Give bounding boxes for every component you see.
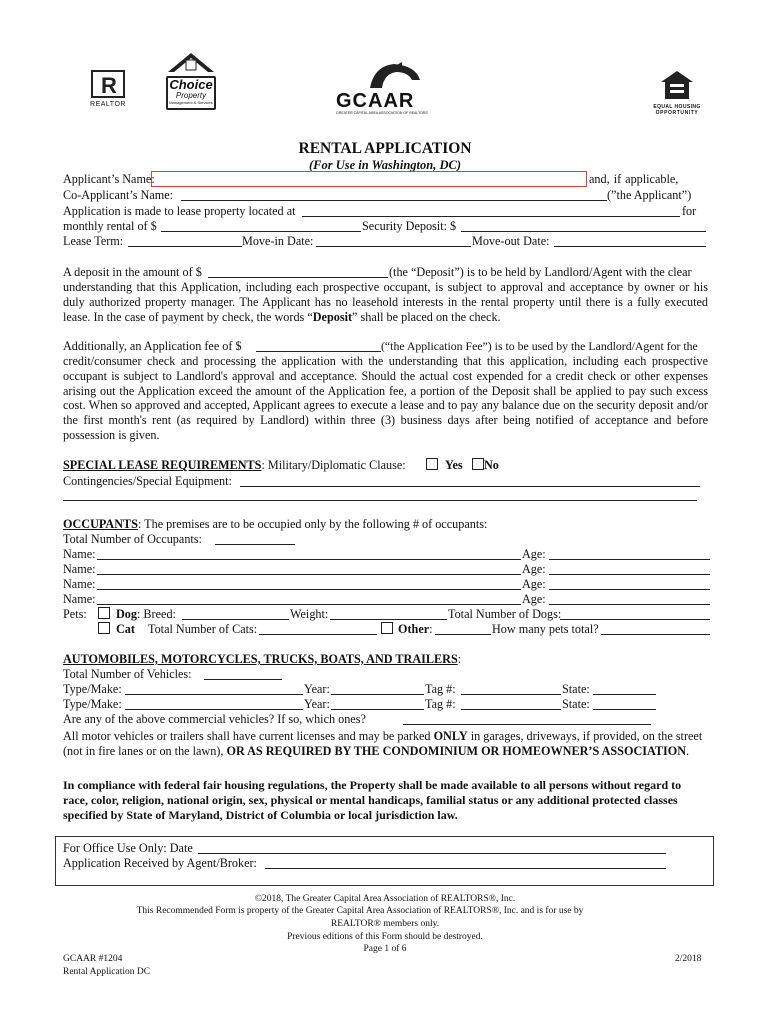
vehicle-state-label-2: State: [562,697,590,711]
contingencies-label: Contingencies/Special Equipment: [63,474,232,488]
office-date-field[interactable] [198,843,666,854]
application-fee-field[interactable] [256,341,381,352]
realtor-logo: R REALTOR [86,70,130,108]
occupant-name-field-1[interactable] [97,549,521,560]
how-many-pets-label: How many pets total? [492,622,599,636]
parking-text-a: All motor vehicles or trailers shall have current licenses and may be parked [63,729,434,743]
application-fee-label: Additionally, an Application fee of $ [63,339,242,353]
choice-property-logo [166,52,216,110]
footer-copyright: ©2018, The Greater Capital Area Association of REALTORS®, Inc. [254,894,516,904]
cat-checkbox[interactable] [98,622,110,634]
applicable-text: and, if applicable, [589,172,679,186]
parking-only: ONLY [433,729,468,743]
fee-paragraph: credit/consumer check and processing the application with the understanding that this application, including each prospective occupant is subject to Landlord's approval and acceptance. Should the actual cost expended for a credit check or other expenses arising out the Application exceed the amount of the Application fee, a portion of the Deposit shall be applied to pay such excess cost. When so approved and accepted, Applicant agrees to execute a lease and to pay any balance due on the security deposit and/or the first month's rent (as required by Landlord) within three (3) business days after being notified of acceptance and before possession is given. [63,354,708,442]
dog-checkbox[interactable] [98,607,110,619]
realtor-logo-text: REALTOR [90,101,126,108]
footer-members-only: REALTOR® members only. [330,919,440,929]
choice-logo-subtext: Property [175,90,207,100]
coapplicant-name-label: Co-Applicant’s Name: [63,188,174,202]
gcaar-logo-text: GCAAR [336,89,415,112]
deposit-paragraph-end: ” shall be placed on the check. [352,309,501,324]
deposit-paragraph-body: understanding that this Application, including each prospective occupant, is subject to approval and acceptance by owner or his duly authorized property manager. The Applicant has no leasehold interests in the rental property until there is a fully executed lease. In the case of payment by check, the words “ [63,280,708,324]
footer-previous-editions: Previous editions of this Form should be destroyed. [287,932,483,942]
lease-term-label: Lease Term: [63,234,124,248]
equal-housing-icon [660,70,694,100]
special-lease-heading: SPECIAL LEASE REQUIREMENTS [63,458,262,472]
deposit-line1-text: (the “Deposit”) is to be held by Landlord/Agent with the clear [389,265,692,279]
vehicle-year-label-2: Year: [304,697,330,711]
military-no-label: No [484,458,499,472]
monthly-rental-label: monthly rental of $ [63,219,157,233]
vehicle-state-field-1[interactable] [593,684,656,695]
vehicle-type-label-2: Type/Make: [63,697,122,711]
other-colon: : [429,622,433,636]
capitol-dome-icon [336,60,440,90]
total-occupants-label: Total Number of Occupants: [63,532,202,546]
dog-label: Dog [116,607,137,621]
other-pet-checkbox[interactable] [381,622,393,634]
how-many-pets-field[interactable] [601,624,710,635]
vehicle-tag-field-1[interactable] [461,684,561,695]
parking-text-c: (not in fire lanes or on the lawn), [63,744,227,758]
occupant-name-field-2[interactable] [97,564,521,575]
total-dogs-field[interactable] [560,609,710,620]
deposit-amount-field[interactable] [208,267,388,278]
occupant-name-label-1: Name: [63,547,96,561]
vehicles-heading-colon: : [457,652,462,666]
move-in-label: Move-in Date: [242,234,314,248]
vehicle-state-label-1: State: [562,682,590,696]
other-pet-field[interactable] [435,624,491,635]
office-received-label: Application Received by Agent/Broker: [63,856,257,870]
choice-logo-subtext2: Management & Services [169,99,213,105]
for-text: for [682,204,697,218]
fee-line1-text: (“the Application Fee”) is to be used by the Landlord/Agent for the [381,339,698,353]
occupants-intro: : The premises are to be occupied only by the following # of occupants: [137,517,488,531]
occupants-heading: OCCUPANTS [63,517,138,531]
vehicle-tag-label-2: Tag #: [425,697,456,711]
form-date: 2/2018 [675,954,702,964]
breed-field[interactable] [182,609,289,620]
pets-label: Pets: [63,607,87,621]
military-no-checkbox[interactable] [472,458,484,470]
weight-label: Weight: [290,607,329,621]
vehicle-year-field-2[interactable] [331,699,424,710]
occupant-age-field-2[interactable] [549,564,710,575]
parking-text-end: . [686,744,690,758]
vehicle-type-field-1[interactable] [125,684,303,695]
page-title: RENTAL APPLICATION [298,140,472,157]
office-date-label: For Office Use Only: Date [63,841,193,855]
fair-housing-statement: In compliance with federal fair housing regulations, the Property shall be made available to all persons without regard to race, color, religion, national origin, sex, physical or mental handicaps, familial status or any additional protected classes specified by State of Maryland, District of Columbia or local jurisdiction law. [63,778,682,822]
total-occupants-field[interactable] [215,534,295,545]
military-clause-label: : Military/Diplomatic Clause: [261,458,406,472]
move-out-label: Move-out Date: [472,234,550,248]
vehicle-year-label-1: Year: [304,682,330,696]
contingencies-field-2[interactable] [63,490,697,501]
vehicles-heading: AUTOMOBILES, MOTORCYCLES, TRUCKS, BOATS, AND TRAILERS [63,652,458,666]
monthly-rental-field[interactable] [161,221,361,232]
vehicle-year-field-1[interactable] [331,684,424,695]
lease-term-field[interactable] [128,236,242,247]
form-name: Rental Application DC [63,967,151,977]
total-vehicles-label: Total Number of Vehicles: [63,667,192,681]
occupant-age-field-1[interactable] [549,549,710,560]
cat-label: Cat [116,622,135,636]
occupant-age-label-1: Age: [522,547,546,561]
move-in-field[interactable] [316,236,471,247]
coapplicant-name-field[interactable] [181,190,607,201]
page-number: Page 1 of 6 [363,944,407,954]
vehicle-type-label-1: Type/Make: [63,682,122,696]
other-pet-label: Other [398,622,430,636]
total-cats-label: Total Number of Cats: [148,622,258,636]
occupant-name-label-3: Name: [63,577,96,591]
occupant-name-label-2: Name: [63,562,96,576]
breed-label: : Breed: [137,607,176,621]
choice-logo-text: Choice [169,76,213,92]
total-dogs-label: Total Number of Dogs: [448,607,562,621]
parking-bold-text: OR AS REQUIRED BY THE CONDOMINIUM OR HOMEOWNER’S ASSOCIATION [226,744,687,758]
applicant-name-field[interactable] [151,171,587,187]
deposit-amount-label: A deposit in the amount of $ [63,265,202,279]
security-deposit-label: Security Deposit: $ [362,219,457,233]
commercial-vehicles-label: Are any of the above commercial vehicles? If so, which ones? [63,712,366,726]
occupant-age-field-4[interactable] [549,594,710,605]
house-roof-icon [166,52,216,76]
total-cats-field[interactable] [259,624,377,635]
deposit-bold-word: Deposit [312,309,353,324]
vehicle-tag-label-1: Tag #: [425,682,456,696]
total-vehicles-field[interactable] [204,669,282,680]
the-applicant-text: (”the Applicant”) [607,188,692,202]
page-subtitle: (For Use in Washington, DC) [308,158,461,172]
equal-housing-logo [652,70,702,116]
military-yes-checkbox[interactable] [426,458,438,470]
occupant-age-label-2: Age: [522,562,546,576]
footer-property-notice: This Recommended Form is property of the Greater Capital Area Association of REALTORS®, Inc. and is for use by [136,906,584,916]
vehicle-tag-field-2[interactable] [461,699,561,710]
applicant-name-label: Applicant’s Name: [63,172,155,186]
equal-housing-text: EQUAL HOUSING [653,103,701,110]
occupant-age-label-4: Age: [522,592,546,606]
gcaar-logo [336,60,440,116]
occupant-name-field-3[interactable] [97,579,521,590]
occupant-name-field-4[interactable] [97,594,521,605]
office-received-field[interactable] [265,858,666,869]
vehicle-state-field-2[interactable] [593,699,656,710]
move-out-field[interactable] [554,236,706,247]
military-yes-label: Yes [445,458,463,472]
security-deposit-field[interactable] [461,221,706,232]
weight-field[interactable] [330,609,447,620]
property-address-field[interactable] [302,206,680,217]
gcaar-logo-subtext: GREATER CAPITAL AREA ASSOCIATION OF REALTORS [336,110,428,115]
parking-text-b: in garages, driveways, if provided, on the street [467,729,703,743]
vehicle-type-field-2[interactable] [125,699,303,710]
occupant-age-label-3: Age: [522,577,546,591]
contingencies-field[interactable] [240,476,700,487]
commercial-vehicles-field[interactable] [403,714,651,725]
equal-housing-text-2: OPPORTUNITY [655,109,699,116]
lease-property-label: Application is made to lease property located at [63,204,296,218]
occupant-age-field-3[interactable] [549,579,710,590]
deposit-paragraph [63,280,708,324]
form-number: GCAAR #1204 [63,954,123,964]
occupant-name-label-4: Name: [63,592,96,606]
